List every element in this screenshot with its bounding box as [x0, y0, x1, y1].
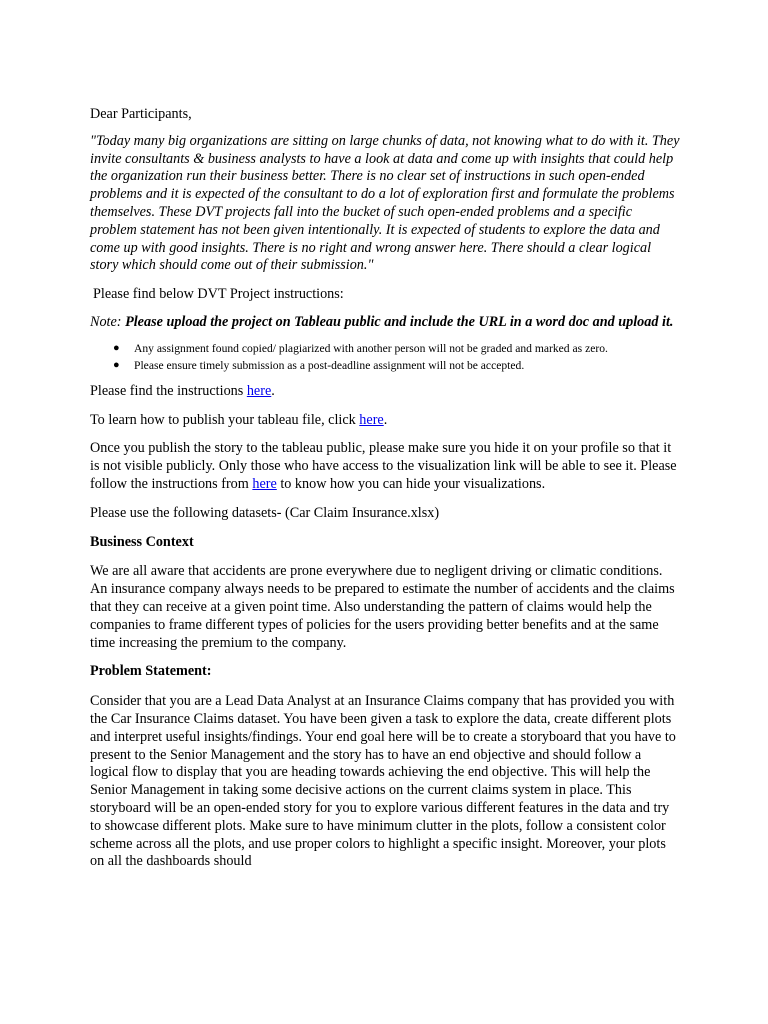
publish-link[interactable]: here [359, 411, 384, 428]
bullet-text: Please ensure timely submission as a post-deadline assignment will not be accepted. [134, 358, 525, 372]
instructions-period: . [271, 382, 275, 399]
instructions-text: Please find the instructions [90, 382, 247, 399]
upload-note [90, 314, 682, 332]
note-label: Note: [90, 313, 126, 330]
bullet-icon: ● [113, 358, 120, 371]
instructions-intro: Please find below DVT Project instructions: [93, 286, 344, 303]
hide-text-end: to know how you can hide your visualizations. [276, 475, 546, 492]
hide-link[interactable]: here [252, 475, 277, 492]
publish-paragraph [90, 412, 682, 430]
list-item [90, 340, 682, 357]
instructions-paragraph [90, 383, 682, 401]
bullet-text: Any assignment found copied/ plagiarized with another person will not be graded and marked as zero. [134, 341, 608, 355]
problem-statement-body: Consider that you are a Lead Data Analyst at an Insurance Claims company that has provided you with the Car Insurance Claims dataset. You have been given a task to explore the data, create different plots and interpret useful insights/findings. Your end goal here will be to create a storyboard that you have to present to the Senior Management and the story has to have an end objective and should follow a logical flow to display that you are heading towards achieving the end objective. This will help the Senior Management in taking some decisive actions on the current claims system in place. This storyboard will be an open-ended story for you to explore various different features in the data and try to showcase different plots. Make sure to have minimum clutter in the plots, follow a consistent color scheme across all the plots, and use proper colors to highlight a specific insight. Moreover, your plots on all the dashboards should [90, 693, 676, 870]
note-text: Please upload the project on Tableau public and include the URL in a word doc and upload it. [125, 313, 674, 330]
publish-period: . [383, 411, 388, 428]
publish-text: To learn how to publish your tableau file, click [90, 411, 360, 428]
greeting: Dear Participants, [90, 106, 192, 122]
rules-list [90, 340, 682, 374]
hide-paragraph [90, 440, 682, 493]
intro-quote: "Today many big organizations are sitting on large chunks of data, not knowing what to do with it. They invite consultants & business analysts to have a look at data and come up with insights that could help the organization run their business better. There is no clear set of instructions in such open-ended problems and it is expected of the consultant to do a lot of exploration first and formulate the problems themselves. These DVT projects fall into the bucket of such open-ended problems and a specific problem statement has not been given intentionally. It is expected of students to explore the data and come up with good insights. There is no right and wrong answer here. There should a clear logical story which should come out of their submission." [90, 132, 680, 274]
problem-statement-heading: Problem Statement: [90, 663, 212, 680]
list-item [90, 357, 682, 374]
bullet-icon: ● [113, 341, 120, 354]
instructions-link[interactable]: here [246, 382, 272, 399]
datasets-line: Please use the following datasets- (Car Claim Insurance.xlsx) [90, 504, 440, 521]
document-page [90, 106, 682, 871]
business-context-heading: Business Context [90, 533, 194, 550]
hide-text: Once you publish the story to the tableau public, please make sure you hide it on your profile so that it is not visible publicly. Only those who have access to the visualization link will be able to see it. Please follow the instructions from [90, 440, 677, 492]
business-context-body: We are all aware that accidents are prone everywhere due to negligent driving or climatic conditions. An insurance company always needs to be prepared to estimate the number of accidents and the claims that they can receive at a given point time. Also understanding the pattern of claims would help the companies to frame different types of policies for the users providing better benefits and at the same time increasing the premium to the company. [90, 563, 675, 651]
